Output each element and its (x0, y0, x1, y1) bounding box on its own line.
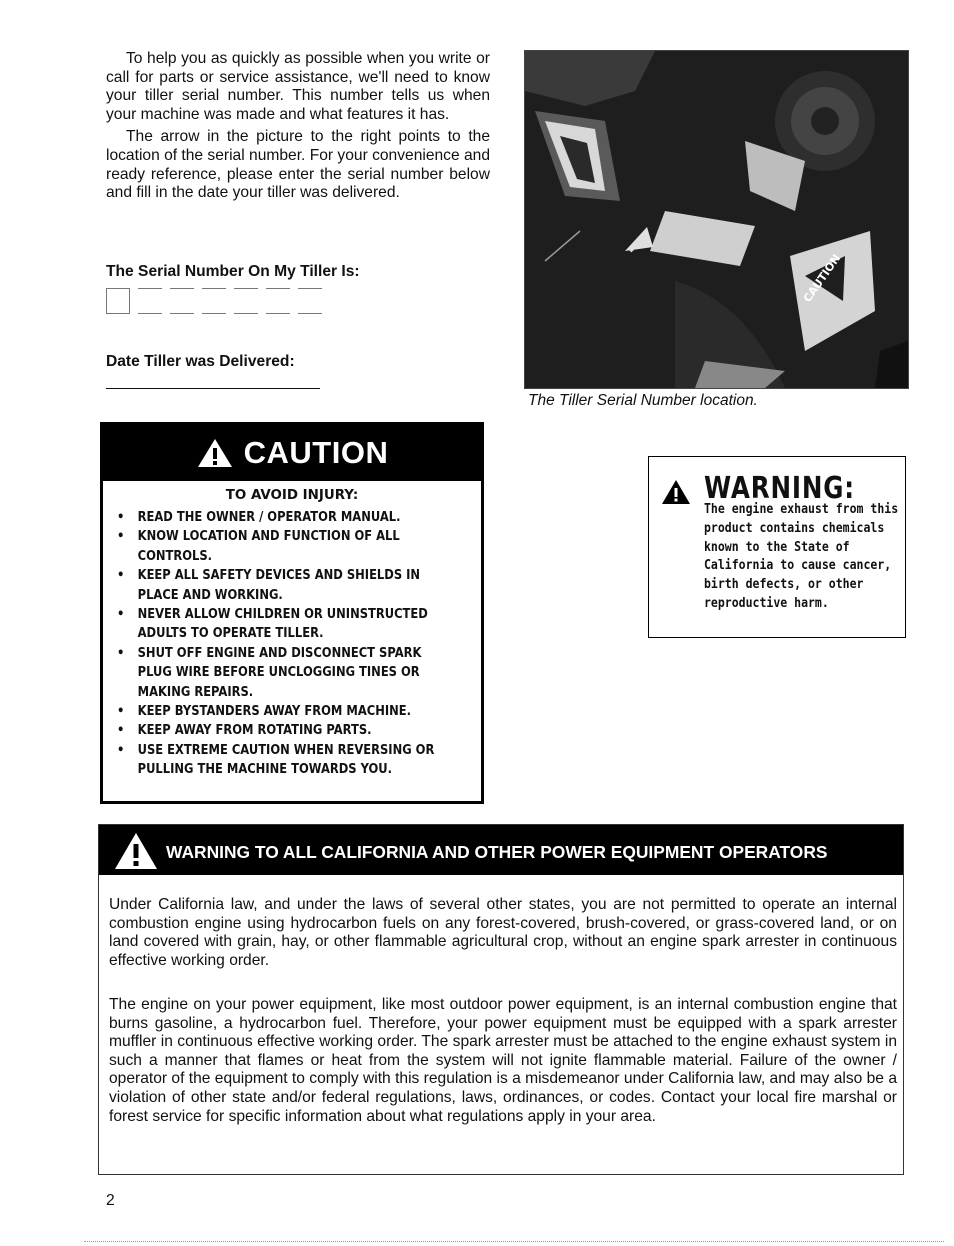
serial-digit-box[interactable] (266, 288, 290, 314)
caution-list (117, 508, 457, 780)
serial-digit-box[interactable] (106, 288, 130, 314)
warning-title: WARNING: (704, 471, 855, 506)
warning-triangle-icon (196, 437, 234, 469)
caution-subheading: TO AVOID INJURY: (225, 488, 359, 503)
caution-list-item: • NEVER ALLOW CHILDREN OR UNINSTRUCTED ADULTS TO OPERATE TILLER. (117, 605, 457, 644)
caution-list-item: • KNOW LOCATION AND FUNCTION OF ALL CONTROLS. (117, 527, 457, 566)
caution-list-item: • SHUT OFF ENGINE AND DISCONNECT SPARK PLUG WIRE BEFORE UNCLOGGING TINES OR MAKING REPAIRS. (117, 644, 457, 702)
warning-box (648, 456, 906, 638)
california-warning-header (99, 825, 903, 875)
caution-list-item: • USE EXTREME CAUTION WHEN REVERSING OR PULLING THE MACHINE TOWARDS YOU. (117, 741, 457, 780)
california-warning-title: WARNING TO ALL CALIFORNIA AND OTHER POWER EQUIPMENT OPERATORS (166, 842, 828, 862)
serial-digit-box[interactable] (138, 288, 162, 314)
caution-list-item: • KEEP BYSTANDERS AWAY FROM MACHINE. (117, 702, 457, 721)
intro-paragraph-2: The arrow in the picture to the right points to the location of the serial number. For your convenience and ready reference, please enter the serial number below and fill in the date your tiller was delivered. (106, 128, 491, 202)
warning-triangle-icon (113, 831, 159, 871)
caution-list-item: • READ THE OWNER / OPERATOR MANUAL. (117, 508, 457, 527)
intro-text (106, 50, 490, 203)
warning-triangle-icon (661, 479, 691, 505)
serial-number-heading: The Serial Number On My Tiller Is: (106, 263, 360, 280)
delivery-date-heading: Date Tiller was Delivered: (106, 353, 295, 370)
bottom-rule (84, 1241, 944, 1242)
intro-paragraph-1: To help you as quickly as possible when you write or call for parts or service assistance, we'll need to know your tiller serial number. This number tells us when your machine was made and what features it has. (106, 50, 490, 123)
serial-digit-box[interactable] (170, 288, 194, 314)
caution-title: CAUTION (243, 435, 389, 470)
photo-caption: The Tiller Serial Number location. (528, 392, 758, 409)
california-warning-box (98, 824, 904, 1175)
serial-number-boxes (106, 288, 322, 314)
caution-list-item: • KEEP ALL SAFETY DEVICES AND SHIELDS IN PLACE AND WORKING. (117, 566, 457, 605)
tiller-serial-photo (524, 50, 909, 389)
warning-text: The engine exhaust from this product contains chemicals known to the State of California to cause cancer, birth defects, or other reproductive harm. (704, 502, 899, 611)
caution-list-item: • KEEP AWAY FROM ROTATING PARTS. (117, 721, 457, 740)
california-paragraph-1: Under California law, and under the laws of several other states, you are not permitted to operate an internal combustion engine using hydrocarbon fuels on any forest-covered, brush-covered, or grass-covered land, or on land covered with grain, hay, or other flammable agricultural crop, without an engine spark arrester in continuous effective working order. (109, 896, 897, 969)
serial-digit-box[interactable] (202, 288, 226, 314)
page-number: 2 (106, 1192, 115, 1209)
delivery-date-line (106, 388, 320, 389)
california-paragraph-2: The engine on your power equipment, like most outdoor power equipment, is an internal combustion engine that burns gasoline, a hydrocarbon fuel. Therefore, your power equipment must be equipped with a spark arrester muffler in continuous effective working order. The spark arrester must be attached to the engine exhaust system in such a manner that flames or heat from the system will not ignite flammable material. Failure of the owner / operator of the equipment to comply with this regulation is a misdemeanor under California law, and may also be a violation of other state and/or federal regulations, laws, ordinances, or codes. Contact your local fire marshal or forest service for specific information about what regulations apply in your area. (109, 996, 897, 1125)
serial-digit-box[interactable] (298, 288, 322, 314)
caution-header (103, 425, 481, 481)
serial-digit-box[interactable] (234, 288, 258, 314)
caution-box (100, 422, 484, 804)
photo-caution-label: CAUTION (800, 251, 844, 305)
